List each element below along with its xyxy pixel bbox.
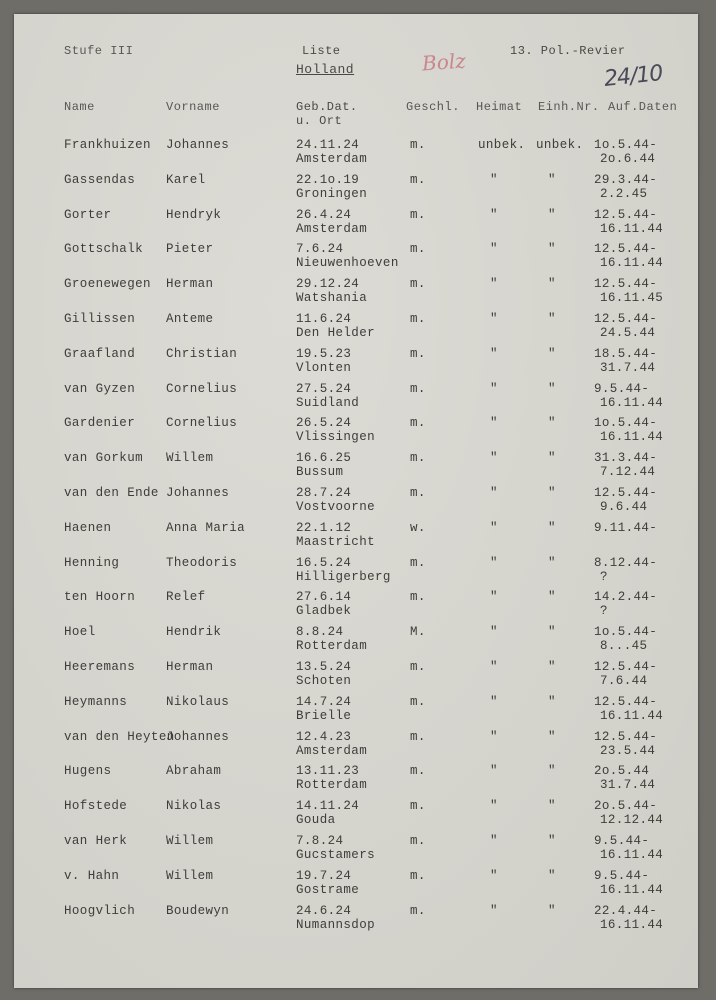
table-row <box>14 556 698 590</box>
row-auf-end: 24.5.44 <box>600 326 656 340</box>
row-einh-nr: " <box>548 625 556 640</box>
table-row <box>14 764 698 798</box>
row-vorname: Cornelius <box>166 416 238 431</box>
col-einh-nr: Einh.Nr. <box>538 100 600 114</box>
row-auf-start: 1o.5.44- <box>594 625 658 640</box>
row-vorname: Nikolaus <box>166 694 230 709</box>
table-row <box>14 799 698 833</box>
row-birth-place: Schoten <box>296 674 352 688</box>
row-auf-end: 2.2.45 <box>600 186 648 201</box>
row-vorname: Theodoris <box>166 555 238 570</box>
row-heimat: " <box>490 590 498 605</box>
col-geschl: Geschl. <box>406 100 460 114</box>
table-row <box>14 451 698 485</box>
revier-label: 13. Pol.-Revier <box>510 44 626 58</box>
row-vorname: Christian <box>166 346 238 361</box>
row-sex: m. <box>410 590 426 605</box>
row-auf-end: 16.11.44 <box>600 430 664 445</box>
row-birth-date: 8.8.24 <box>296 625 344 640</box>
row-auf-start: 2o.5.44- <box>594 799 658 814</box>
row-heimat: " <box>490 764 498 779</box>
row-sex: m. <box>410 207 426 222</box>
country-heading: Holland <box>296 62 355 77</box>
row-vorname: Herman <box>166 660 214 674</box>
row-sex: m. <box>410 834 426 848</box>
row-einh-nr: " <box>548 277 556 292</box>
row-auf-end: 23.5.44 <box>600 743 656 758</box>
table-row <box>14 416 698 450</box>
table-row <box>14 869 698 903</box>
row-heimat: " <box>490 903 498 918</box>
row-auf-start: 12.5.44- <box>594 207 658 222</box>
row-auf-end: 16.11.44 <box>600 395 664 410</box>
table-row <box>14 904 698 938</box>
table-row <box>14 695 698 729</box>
row-name: Haenen <box>64 520 112 535</box>
row-heimat: " <box>490 277 498 292</box>
row-name: van den Heyten <box>64 729 175 744</box>
row-birth-place: Vlonten <box>296 360 352 375</box>
row-heimat: " <box>490 868 498 883</box>
row-einh-nr: " <box>548 555 556 570</box>
row-birth-place: Vlissingen <box>296 430 376 445</box>
row-name: v. Hahn <box>64 868 120 883</box>
row-einh-nr: " <box>548 834 556 848</box>
row-name: Heeremans <box>64 660 136 674</box>
row-heimat: " <box>490 172 498 187</box>
row-name: Hoogvlich <box>64 903 136 918</box>
row-sex: m. <box>410 694 426 709</box>
row-vorname: Pieter <box>166 242 214 257</box>
row-heimat: " <box>490 555 498 570</box>
row-vorname: Boudewyn <box>166 903 230 918</box>
row-auf-end: 16.11.44 <box>600 882 664 897</box>
table-row <box>14 173 698 207</box>
row-sex: M. <box>410 625 426 640</box>
row-heimat: " <box>490 242 498 257</box>
row-birth-place: Maastricht <box>296 534 376 549</box>
row-birth-date: 24.6.24 <box>296 903 352 918</box>
row-birth-place: Vostvoorne <box>296 500 376 514</box>
row-auf-start: 8.12.44- <box>594 555 658 570</box>
row-auf-start: 12.5.44- <box>594 277 658 292</box>
row-name: Gorter <box>64 207 112 222</box>
row-auf-end: 16.11.44 <box>600 708 664 723</box>
row-name: van Gorkum <box>64 451 144 466</box>
row-birth-place: Hilligerberg <box>296 569 391 584</box>
row-auf-end: 16.11.44 <box>600 917 664 932</box>
row-sex: m. <box>410 172 426 187</box>
row-name: van Gyzen <box>64 381 136 396</box>
row-sex: m. <box>410 381 426 396</box>
row-birth-place: Rotterdam <box>296 778 368 793</box>
row-auf-start: 12.5.44- <box>594 312 658 326</box>
row-auf-end: 2o.6.44 <box>600 152 656 166</box>
row-vorname: Abraham <box>166 764 222 779</box>
row-birth-place: Watshania <box>296 291 368 306</box>
row-name: Heymanns <box>64 694 128 709</box>
row-birth-date: 24.11.24 <box>296 138 360 152</box>
row-einh-nr: " <box>548 660 556 674</box>
row-sex: m. <box>410 660 426 674</box>
col-name: Name <box>64 100 95 114</box>
row-einh-nr: " <box>548 312 556 326</box>
row-heimat: " <box>490 625 498 640</box>
table-row <box>14 834 698 868</box>
table-row <box>14 208 698 242</box>
row-vorname: Hendrik <box>166 625 222 640</box>
row-birth-place: Numannsdop <box>296 917 376 932</box>
row-sex: m. <box>410 903 426 918</box>
row-name: Hofstede <box>64 799 128 814</box>
row-einh-nr: " <box>548 416 556 431</box>
row-heimat: " <box>490 834 498 848</box>
row-birth-place: Rotterdam <box>296 639 368 654</box>
row-vorname: Hendryk <box>166 207 222 222</box>
row-vorname: Willem <box>166 834 214 848</box>
col-geb-dat: Geb.Dat. <box>296 100 358 114</box>
row-auf-end: 12.12.44 <box>600 813 664 828</box>
row-vorname: Herman <box>166 277 214 292</box>
row-vorname: Johannes <box>166 486 230 500</box>
row-sex: w. <box>410 520 426 535</box>
row-auf-end: 16.11.44 <box>600 848 664 862</box>
row-vorname: Anna Maria <box>166 520 246 535</box>
row-birth-date: 27.5.24 <box>296 381 352 396</box>
table-row <box>14 138 698 172</box>
row-name: van Herk <box>64 834 128 848</box>
row-vorname: Willem <box>166 451 214 466</box>
row-birth-date: 14.7.24 <box>296 694 352 709</box>
row-birth-date: 27.6.14 <box>296 590 352 605</box>
row-birth-place: Bussum <box>296 465 344 480</box>
row-einh-nr: " <box>548 729 556 744</box>
row-birth-date: 26.5.24 <box>296 416 352 431</box>
row-birth-date: 29.12.24 <box>296 277 360 292</box>
row-birth-date: 28.7.24 <box>296 486 352 500</box>
row-sex: m. <box>410 729 426 744</box>
row-einh-nr: unbek. <box>536 138 584 152</box>
row-auf-start: 18.5.44- <box>594 346 658 361</box>
row-birth-place: Groningen <box>296 186 368 201</box>
row-einh-nr: " <box>548 799 556 814</box>
row-name: Gassendas <box>64 172 136 187</box>
row-sex: m. <box>410 346 426 361</box>
table-row <box>14 590 698 624</box>
row-name: Groenewegen <box>64 277 151 292</box>
row-vorname: Johannes <box>166 729 230 744</box>
row-auf-start: 14.2.44- <box>594 590 658 605</box>
row-birth-date: 26.4.24 <box>296 207 352 222</box>
row-einh-nr: " <box>548 346 556 361</box>
row-birth-date: 22.1.12 <box>296 520 352 535</box>
table-row <box>14 242 698 276</box>
row-auf-end: 31.7.44 <box>600 360 656 375</box>
row-auf-start: 9.11.44- <box>594 520 658 535</box>
row-auf-start: 22.4.44- <box>594 903 658 918</box>
row-birth-date: 16.6.25 <box>296 451 352 466</box>
row-vorname: Nikolas <box>166 799 222 814</box>
row-sex: m. <box>410 764 426 779</box>
row-heimat: " <box>490 520 498 535</box>
row-birth-place: Brielle <box>296 708 352 723</box>
red-stamp: Bolz <box>421 48 467 76</box>
row-einh-nr: " <box>548 486 556 500</box>
table-row <box>14 660 698 694</box>
table-row <box>14 625 698 659</box>
row-auf-start: 29.3.44- <box>594 172 658 187</box>
row-birth-date: 19.7.24 <box>296 868 352 883</box>
row-birth-date: 13.11.23 <box>296 764 360 779</box>
document-page <box>14 14 698 988</box>
row-birth-place: Amsterdam <box>296 221 368 236</box>
row-einh-nr: " <box>548 903 556 918</box>
table-row <box>14 730 698 764</box>
table-row <box>14 347 698 381</box>
row-heimat: " <box>490 381 498 396</box>
row-einh-nr: " <box>548 868 556 883</box>
col-heimat: Heimat <box>476 100 523 114</box>
row-einh-nr: " <box>548 207 556 222</box>
row-einh-nr: " <box>548 764 556 779</box>
row-auf-start: 12.5.44- <box>594 242 658 257</box>
row-sex: m. <box>410 451 426 466</box>
table-row <box>14 277 698 311</box>
row-sex: m. <box>410 868 426 883</box>
col-auf-daten: Auf.Daten <box>608 100 678 114</box>
row-auf-end: 8...45 <box>600 639 648 654</box>
row-sex: m. <box>410 138 426 152</box>
row-birth-date: 11.6.24 <box>296 312 352 326</box>
row-birth-date: 22.1o.19 <box>296 172 360 187</box>
row-auf-end: 16.11.44 <box>600 221 664 236</box>
table-row <box>14 382 698 416</box>
liste-label: Liste <box>302 44 341 58</box>
row-vorname: Relef <box>166 590 206 605</box>
row-vorname: Cornelius <box>166 381 238 396</box>
row-auf-start: 9.5.44- <box>594 868 650 883</box>
row-sex: m. <box>410 555 426 570</box>
row-einh-nr: " <box>548 381 556 396</box>
row-birth-date: 16.5.24 <box>296 555 352 570</box>
row-auf-end: 9.6.44 <box>600 500 648 514</box>
row-heimat: " <box>490 694 498 709</box>
row-heimat: " <box>490 660 498 674</box>
row-auf-start: 9.5.44- <box>594 834 650 848</box>
row-sex: m. <box>410 242 426 257</box>
row-name: Gillissen <box>64 312 136 326</box>
row-auf-end: 31.7.44 <box>600 778 656 793</box>
row-heimat: unbek. <box>478 138 526 152</box>
row-auf-start: 12.5.44- <box>594 486 658 500</box>
row-auf-end: 7.6.44 <box>600 674 648 688</box>
row-heimat: " <box>490 729 498 744</box>
row-heimat: " <box>490 486 498 500</box>
row-einh-nr: " <box>548 590 556 605</box>
row-auf-end: 16.11.45 <box>600 291 664 306</box>
row-sex: m. <box>410 799 426 814</box>
row-sex: m. <box>410 416 426 431</box>
row-name: Gottschalk <box>64 242 144 257</box>
row-heimat: " <box>490 312 498 326</box>
row-birth-place: Gladbek <box>296 604 352 619</box>
row-birth-place: Den Helder <box>296 326 376 340</box>
row-name: Henning <box>64 555 120 570</box>
row-sex: m. <box>410 312 426 326</box>
row-einh-nr: " <box>548 451 556 466</box>
row-auf-start: 2o.5.44 <box>594 764 650 779</box>
row-birth-place: Gouda <box>296 813 336 828</box>
row-name: Hoel <box>64 625 96 640</box>
row-sex: m. <box>410 277 426 292</box>
row-birth-place: Suidland <box>296 395 360 410</box>
row-auf-start: 1o.5.44- <box>594 138 658 152</box>
row-auf-start: 12.5.44- <box>594 660 658 674</box>
row-auf-start: 31.3.44- <box>594 451 658 466</box>
row-heimat: " <box>490 207 498 222</box>
row-name: van den Ende <box>64 486 159 500</box>
row-einh-nr: " <box>548 694 556 709</box>
row-birth-date: 12.4.23 <box>296 729 352 744</box>
row-heimat: " <box>490 416 498 431</box>
row-heimat: " <box>490 799 498 814</box>
row-auf-start: 12.5.44- <box>594 694 658 709</box>
row-birth-date: 7.6.24 <box>296 242 344 257</box>
row-auf-end: 16.11.44 <box>600 256 664 271</box>
row-einh-nr: " <box>548 172 556 187</box>
row-birth-date: 13.5.24 <box>296 660 352 674</box>
row-birth-place: Nieuwenhoeven <box>296 256 399 271</box>
row-name: Frankhuizen <box>64 138 151 152</box>
row-vorname: Anteme <box>166 312 214 326</box>
row-heimat: " <box>490 346 498 361</box>
row-birth-date: 19.5.23 <box>296 346 352 361</box>
stufe-label: Stufe III <box>64 44 134 58</box>
row-auf-start: 12.5.44- <box>594 729 658 744</box>
row-name: Hugens <box>64 764 112 779</box>
table-row <box>14 486 698 520</box>
row-birth-place: Amsterdam <box>296 152 368 166</box>
row-birth-place: Amsterdam <box>296 743 368 758</box>
row-name: Gardenier <box>64 416 136 431</box>
col-vorname: Vorname <box>166 100 220 114</box>
table-row <box>14 312 698 346</box>
row-heimat: " <box>490 451 498 466</box>
row-name: Graafland <box>64 346 136 361</box>
row-sex: m. <box>410 486 426 500</box>
col-geb-ort: u. Ort <box>296 114 343 128</box>
row-birth-place: Gostrame <box>296 882 360 897</box>
row-name: ten Hoorn <box>64 590 136 605</box>
handwritten-number: 24/10 <box>602 61 664 92</box>
row-vorname: Karel <box>166 172 206 187</box>
row-einh-nr: " <box>548 520 556 535</box>
row-birth-place: Gucstamers <box>296 848 376 862</box>
row-vorname: Willem <box>166 868 214 883</box>
row-auf-start: 9.5.44- <box>594 381 650 396</box>
row-auf-end: ? <box>600 604 608 619</box>
row-einh-nr: " <box>548 242 556 257</box>
row-vorname: Johannes <box>166 138 230 152</box>
table-row <box>14 521 698 555</box>
row-auf-end: ? <box>600 569 608 584</box>
row-birth-date: 7.8.24 <box>296 834 344 848</box>
row-auf-end: 7.12.44 <box>600 465 656 480</box>
row-auf-start: 1o.5.44- <box>594 416 658 431</box>
row-birth-date: 14.11.24 <box>296 799 360 814</box>
